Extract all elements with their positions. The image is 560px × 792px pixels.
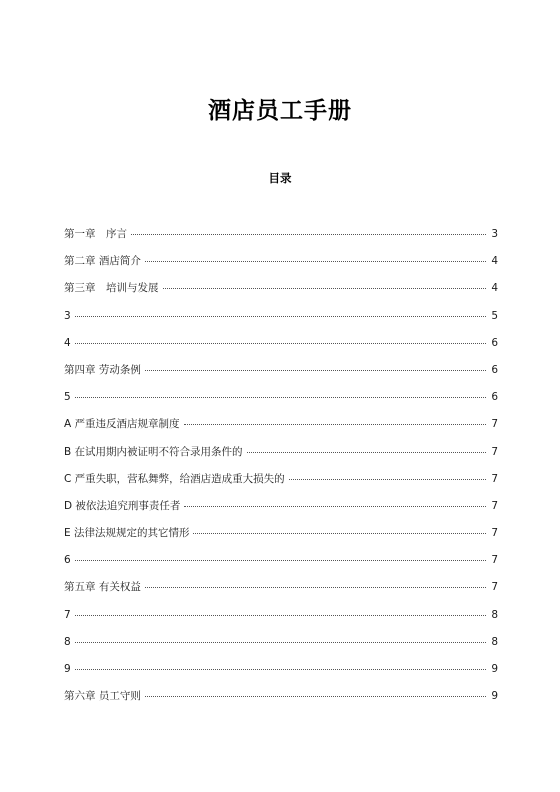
toc-entry[interactable] [64,550,498,577]
toc-entry-label: 第六章 员工守则 [64,690,141,703]
toc-entry[interactable] [64,360,498,387]
toc-entry-label: B 在试用期内被证明不符合录用条件的 [64,445,243,458]
toc-dot-leader [75,548,486,561]
toc-entry-label: 6 [64,554,71,567]
toc-entry-page: 8 [491,608,498,621]
toc-entry-label: 3 [64,309,71,322]
toc-entry-page: 8 [491,635,498,648]
toc-entry-page: 7 [491,527,498,540]
toc-entry-page: 7 [491,472,498,485]
toc-entry-label: D 被依法追究刑事责任者 [64,499,181,512]
toc-entry-label: 第四章 劳动条例 [64,363,141,376]
toc-entry-page: 7 [491,581,498,594]
toc-dot-leader [145,358,486,371]
toc-dot-leader [75,385,486,398]
toc-dot-leader [145,575,486,588]
toc-dot-leader [75,630,486,643]
toc-dot-leader [145,249,486,262]
toc-entry-label: 第二章 酒店简介 [64,255,141,268]
toc-entry[interactable] [64,496,498,523]
toc-dot-leader [145,684,486,697]
toc-dot-leader [163,276,487,289]
toc-dot-leader [184,412,486,425]
toc-entry-page: 9 [491,663,498,675]
toc-entry-label: 第三章 培训与发展 [64,282,159,295]
toc-entry[interactable] [64,686,498,713]
toc-entry[interactable] [64,306,498,333]
toc-dot-leader [184,494,486,507]
toc-dot-leader [75,304,486,317]
toc-entry[interactable] [64,442,498,469]
toc-entry[interactable] [64,224,498,251]
toc-entry-page: 6 [491,391,498,404]
toc-entry-label: 4 [64,336,71,349]
toc-entry[interactable] [64,523,498,550]
document-title: 酒店员工手册 [208,98,352,124]
toc-dot-leader [247,440,486,453]
toc-dot-leader [75,331,486,344]
toc-entry-page: 3 [491,228,498,240]
toc-entry-page: 7 [491,499,498,512]
toc-entry-label: E 法律法规规定的其它情形 [64,527,190,540]
toc-dot-leader [75,657,486,670]
toc-entry[interactable] [64,605,498,632]
toc-entry-label: 5 [64,391,71,404]
toc-entry-page: 5 [491,309,498,322]
toc-entry[interactable] [64,632,498,659]
toc-entry-page: 4 [491,255,498,268]
toc-entry[interactable] [64,469,498,496]
toc-entry-label: 第五章 有关权益 [64,581,141,594]
toc-entry-label: A 严重违反酒店规章制度 [64,418,180,431]
toc-entry-label: 第一章 序言 [64,228,127,240]
table-of-contents [64,224,498,713]
toc-entry-label: C 严重失职，营私舞弊，给酒店造成重大损失的 [64,472,285,485]
toc-entry-page: 7 [491,554,498,567]
toc-heading: 目录 [268,171,292,185]
toc-entry[interactable] [64,333,498,360]
toc-entry[interactable] [64,577,498,604]
toc-dot-leader [131,222,486,235]
toc-entry-label: 9 [64,663,71,675]
toc-entry-page: 9 [491,690,498,703]
toc-entry-page: 7 [491,418,498,431]
toc-entry-label: 7 [64,608,71,621]
toc-dot-leader [193,521,486,534]
toc-entry-page: 7 [491,445,498,458]
toc-entry[interactable] [64,251,498,278]
toc-entry-page: 6 [491,336,498,349]
toc-entry[interactable] [64,278,498,305]
toc-entry-page: 4 [491,282,498,295]
toc-entry[interactable] [64,414,498,441]
toc-entry[interactable] [64,659,498,686]
toc-dot-leader [289,467,486,480]
toc-entry[interactable] [64,387,498,414]
toc-dot-leader [75,603,486,616]
toc-entry-label: 8 [64,635,71,648]
toc-entry-page: 6 [491,363,498,376]
